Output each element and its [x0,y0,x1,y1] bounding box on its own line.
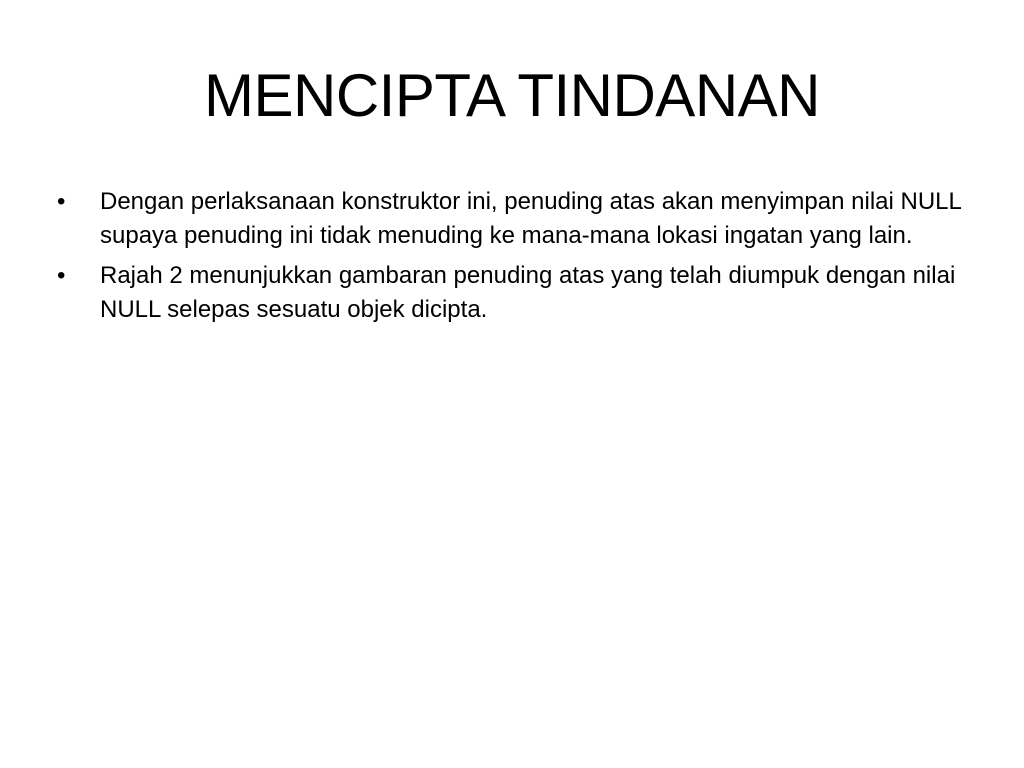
bullet-text: Rajah 2 menunjukkan gambaran penuding atas yang telah diumpuk dengan nilai NULL selepas sesuatu objek dicipta. [100,262,956,323]
bullet-marker: • [57,262,66,289]
bullet-list [57,185,967,333]
slide-title: MENCIPTA TINDANAN [203,62,821,129]
bullet-item [57,259,967,327]
bullet-text: Dengan perlaksanaan konstruktor ini, penuding atas akan menyimpan nilai NULL supaya penuding ini tidak menuding ke mana-mana lokasi ingatan yang lain. [100,188,961,249]
bullet-marker: • [57,188,66,215]
bullet-item [57,185,967,253]
